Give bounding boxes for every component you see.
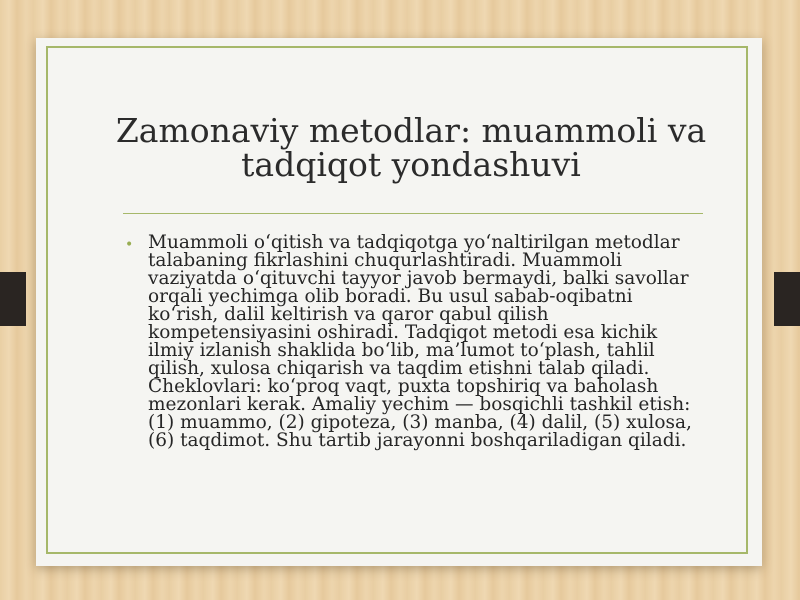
slide-frame [46, 46, 748, 554]
slide-body-text: Muammoli o‘qitish va tadqiqotga yo‘naltirilgan metodlar talabaning fikrlashini chuqurlashtiradi. Muammoli vaziyatda o‘qituvchi tayyor javob bermaydi, balki savollar orqali yechimga olib boradi. Bu usul sabab-oqibatni ko‘rish, dalil keltirish va qaror qabul qilish kompetensiyasini oshiradi. Tadqiqot metodi esa kichik ilmiy izlanish shaklida bo‘lib, ma’lumot to‘plash, tahlil qilish, xulosa chiqarish va taqdim etishni talab qiladi. Cheklovlari: ko‘proq vaqt, puxta topshiriq va baholash mezonlari kerak. Amaliy yechim — bosqichli tashkil etish: (1) muammo, (2) gipoteza, (3) manba, (4) dalil, (5) xulosa, (6) taqdimot. Shu tartib jarayonni boshqariladigan qiladi. [148, 232, 692, 451]
slide-title: Zamonaviy metodlar: muammoli va tadqiqot yondashuvi [115, 111, 707, 184]
title-divider [123, 213, 703, 214]
slide [36, 38, 762, 566]
binder-tab-right [774, 272, 800, 326]
binder-tab-left [0, 272, 26, 326]
bullet-icon: • [125, 237, 134, 253]
